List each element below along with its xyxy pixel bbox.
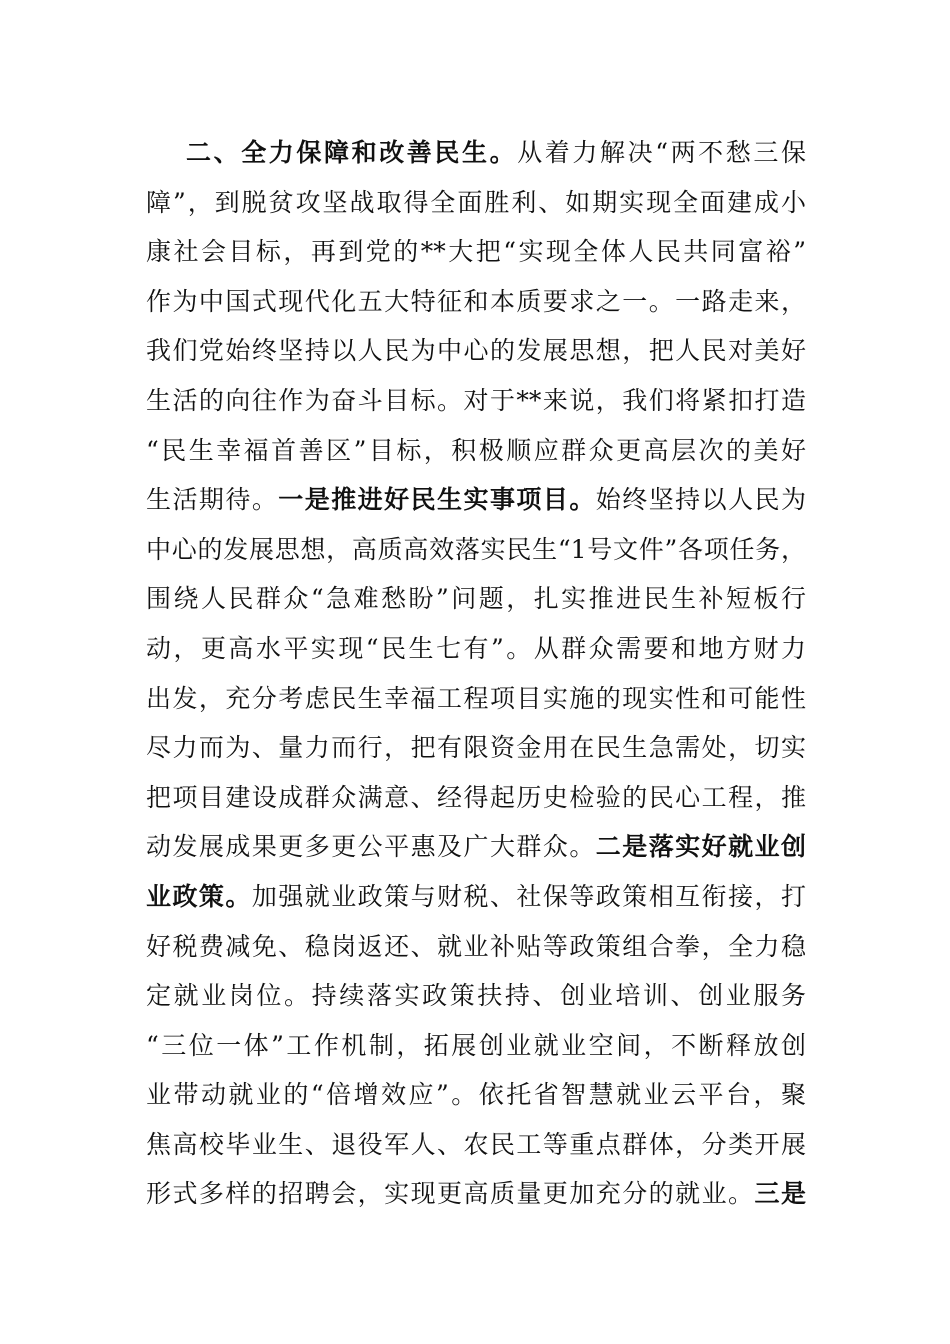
text-line (146, 475, 806, 525)
body-text: 围绕人民群众“急难愁盼”问题，扎实推进民生补短板行 (146, 584, 806, 614)
text-line (146, 674, 806, 724)
text-line (146, 326, 806, 376)
body-text: 从着力解决“两不愁三保 (517, 138, 806, 167)
body-text: 动，更高水平实现“民生七有”。从群众需要和地方财力 (146, 633, 806, 663)
text-line (146, 822, 806, 872)
text-line (146, 971, 806, 1021)
body-text: 好税费减免、稳岗返还、就业补贴等政策组合拳，全力稳 (146, 931, 806, 961)
text-line (146, 1070, 806, 1120)
bold-heading-text: 业政策。 (146, 881, 252, 911)
body-text: 作为中国式现代化五大特征和本质要求之一。一路走来， (146, 286, 806, 316)
text-line (146, 1021, 806, 1071)
body-text: 动发展成果更多更公平惠及广大群众。 (146, 832, 596, 862)
body-text: “民生幸福首善区”目标，积极顺应群众更高层次的美好 (146, 435, 806, 465)
text-line (146, 1120, 806, 1170)
body-text: 加强就业政策与财税、社保等政策相互衔接，打 (251, 881, 806, 911)
text-line (146, 178, 806, 228)
body-text: 康社会目标，再到党的**大把“实现全体人民共同富裕” (146, 237, 806, 267)
body-text: 焦高校毕业生、退役军人、农民工等重点群体，分类开展 (146, 1129, 806, 1159)
body-text: 我们党始终坚持以人民为中心的发展思想，把人民对美好 (146, 336, 806, 366)
text-line (146, 1169, 806, 1219)
body-text: 定就业岗位。持续落实政策扶持、创业培训、创业服务 (146, 981, 806, 1011)
body-text: 始终坚持以人民为 (595, 485, 806, 515)
bold-heading-text: 二、全力保障和改善民生。 (186, 138, 518, 167)
body-text: 中心的发展思想，高质高效落实民生“1号文件”各项任务， (146, 534, 806, 564)
text-line (146, 574, 806, 624)
body-text: 尽力而为、量力而行，把有限资金用在民生急需处，切实 (146, 733, 806, 763)
text-line (146, 773, 806, 823)
bold-heading-text: 三是 (754, 1179, 806, 1209)
body-text: 业带动就业的“倍增效应”。依托省智慧就业云平台，聚 (146, 1080, 806, 1110)
text-line (146, 128, 806, 178)
body-paragraph (146, 128, 806, 1219)
body-text: 形式多样的招聘会，实现更高质量更加充分的就业。 (146, 1179, 755, 1209)
text-line (146, 525, 806, 575)
text-line (146, 723, 806, 773)
body-text: 障”，到脱贫攻坚战取得全面胜利、如期实现全面建成小 (146, 187, 806, 217)
text-line (146, 872, 806, 922)
body-text: “三位一体”工作机制，拓展创业就业空间，不断释放创 (146, 1030, 806, 1060)
bold-heading-text: 一是推进好民生实事项目。 (278, 485, 596, 515)
text-line (146, 227, 806, 277)
body-text: 生活期待。 (146, 485, 279, 515)
text-line (146, 277, 806, 327)
body-text: 把项目建设成群众满意、经得起历史检验的民心工程，推 (146, 782, 806, 812)
text-line (146, 426, 806, 476)
text-line (146, 624, 806, 674)
text-line (146, 376, 806, 426)
text-line (146, 922, 806, 972)
body-text: 生活的向往作为奋斗目标。对于**来说，我们将紧扣打造 (146, 385, 806, 415)
bold-heading-text: 二是落实好就业创 (595, 832, 806, 862)
body-text: 出发，充分考虑民生幸福工程项目实施的现实性和可能性 (146, 683, 806, 713)
